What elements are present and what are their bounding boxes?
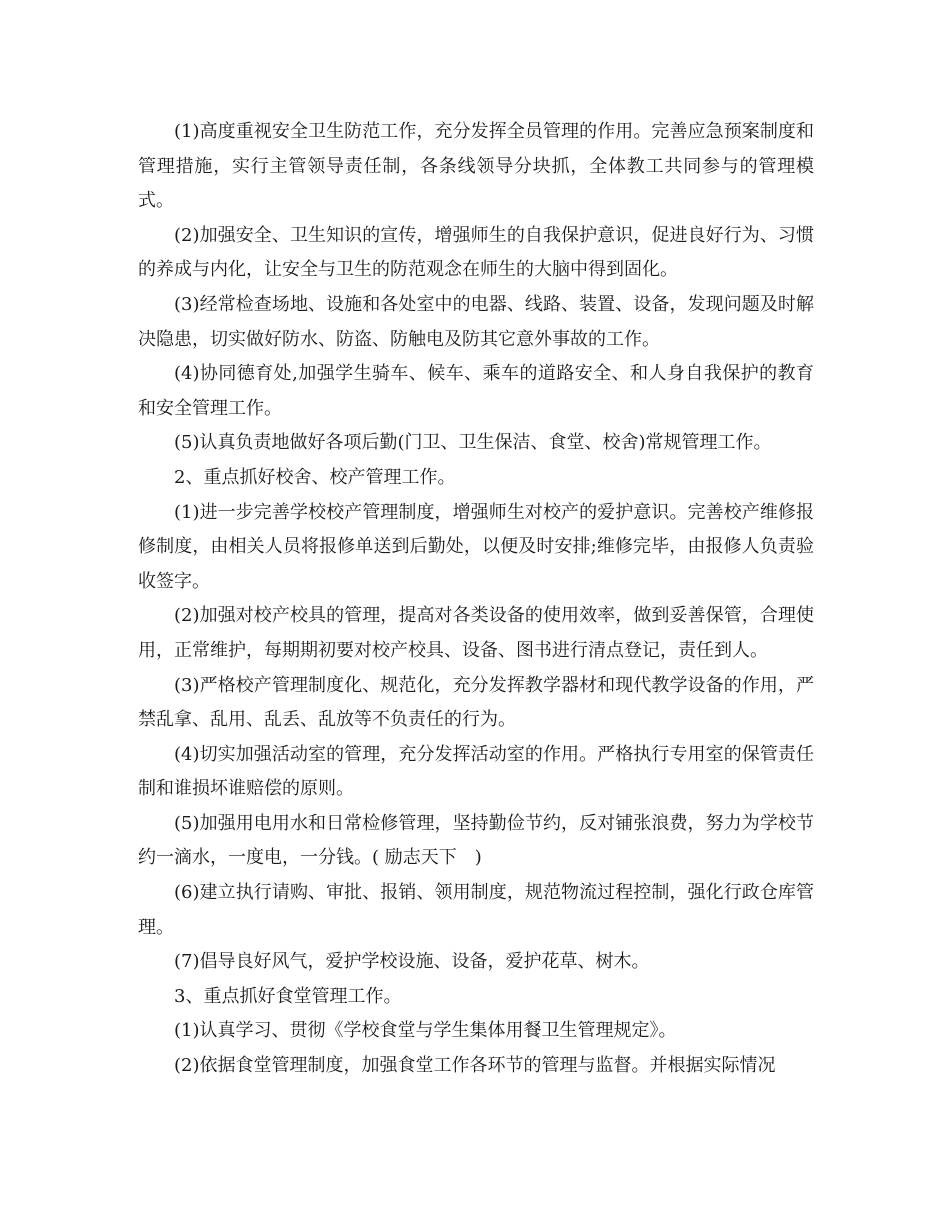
paragraph-property-2: (2)加强对校产校具的管理，提高对各类设备的使用效率，做到妥善保管，合理使用，正常维护，每期期初要对校产校具、设备、图书进行清点登记，责任到人。 bbox=[138, 605, 814, 661]
paragraph-canteen-2: (2)依据食堂管理制度，加强食堂工作各环节的管理与监督。并根据实际情况 bbox=[174, 1055, 776, 1077]
section-heading-3: 3、重点抓好食堂管理工作。 bbox=[174, 985, 402, 1007]
paragraph-safety-1: (1)高度重视安全卫生防范工作，充分发挥全员管理的作用。完善应急预案制度和管理措施，实行主管领导责任制，各条线领导分块抓，全体教工共同参与的管理模式。 bbox=[138, 121, 814, 212]
paragraph-safety-3: (3)经常检查场地、设施和各处室中的电器、线路、装置、设备，发现问题及时解决隐患，切实做好防水、防盗、防触电及防其它意外事故的工作。 bbox=[138, 293, 814, 350]
paragraph-canteen-1: (1)认真学习、贯彻《学校食堂与学生集体用餐卫生管理规定》。 bbox=[174, 1020, 677, 1042]
paragraph-property-7: (7)倡导良好风气，爱护学校设施、设备，爱护花草、树木。 bbox=[174, 951, 650, 973]
paragraph-safety-5: (5)认真负责地做好各项后勤(门卫、卫生保洁、食堂、校舍)常规管理工作。 bbox=[174, 432, 772, 454]
paragraph-safety-4: (4)协同德育处,加强学生骑车、候车、乘车的道路安全、和人身自我保护的教育和安全管理工作。 bbox=[138, 363, 814, 419]
paragraph-safety-2: (2)加强安全、卫生知识的宣传，增强师生的自我保护意识，促进良好行为、习惯的养成与内化，让安全与卫生的防范观念在师生的大脑中得到固化。 bbox=[138, 224, 814, 281]
paragraph-property-4: (4)切实加强活动室的管理，充分发挥活动室的作用。严格执行专用室的保管责任制和谁损坏谁赔偿的原则。 bbox=[138, 743, 814, 800]
section-heading-2: 2、重点抓好校舍、校产管理工作。 bbox=[174, 466, 456, 488]
document-body bbox=[138, 115, 814, 1084]
paragraph-property-1: (1)进一步完善学校校产管理制度，增强师生对校产的爱护意识。完善校产维修报修制度，由相关人员将报修单送到后勤处，以便及时安排;维修完毕，由报修人负责验收签字。 bbox=[138, 501, 814, 592]
paragraph-property-3: (3)严格校产管理制度化、规范化，充分发挥教学器材和现代教学设备的作用，严禁乱拿、乱用、乱丢、乱放等不负责任的行为。 bbox=[138, 674, 814, 731]
paragraph-property-6: (6)建立执行请购、审批、报销、领用制度，规范物流过程控制，强化行政仓库管理。 bbox=[138, 882, 814, 938]
paragraph-property-5: (5)加强用电用水和日常检修管理，坚持勤俭节约，反对铺张浪费，努力为学校节约一滴水，一度电，一分钱。( 励志天下 ) bbox=[138, 812, 814, 869]
